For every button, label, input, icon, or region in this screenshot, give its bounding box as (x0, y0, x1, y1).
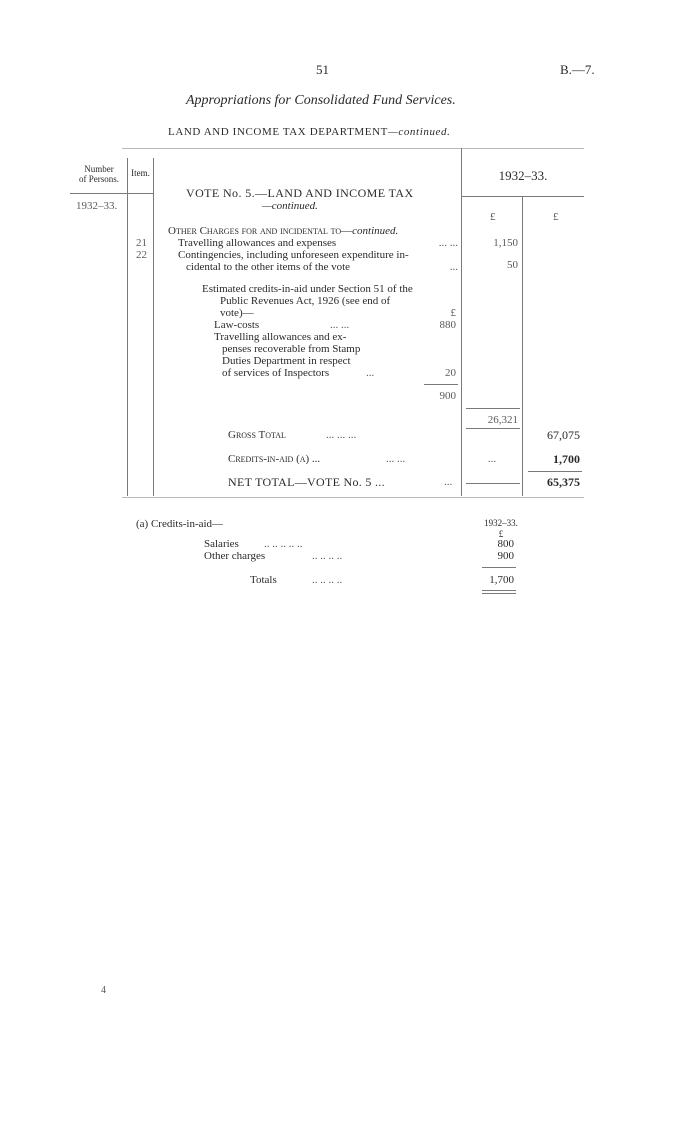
item-amount: 50 (507, 259, 518, 271)
leader-dots: ... ... (438, 237, 458, 249)
net-total-label: NET TOTAL—VOTE No. 5 ... (228, 475, 385, 489)
amount-col-divider-left (461, 148, 462, 496)
item-description-line2: cidental to the other items of the vote (186, 261, 351, 273)
item-amount: 1,150 (493, 237, 518, 249)
persons-header-line1: Number (84, 164, 114, 174)
footnote-sum-rule (482, 567, 516, 568)
top-rule (122, 148, 584, 149)
margin-mark: 4 (101, 985, 106, 996)
subtotal-rule-bottom (466, 428, 520, 429)
gross-total-amount: 67,075 (547, 428, 580, 442)
credits-in-aid-placeholder: ... (487, 453, 497, 465)
net-total-amount: 65,375 (547, 475, 580, 489)
year-header-underline (461, 196, 584, 197)
other-charges-heading (168, 225, 398, 237)
item-description-line1: Contingencies, including unforeseen expenditure in- (178, 249, 409, 261)
item-number: 21 (136, 237, 147, 249)
persons-year: 1932–33. (76, 200, 118, 212)
item-header: Item. (131, 168, 150, 178)
credits-estimate-line2: Public Revenues Act, 1926 (see end of (220, 295, 391, 307)
persons-divider (127, 158, 128, 496)
footnote-totals-amount: 1,700 (489, 574, 514, 586)
footnote-pound: £ (498, 529, 504, 539)
item-number: 22 (136, 249, 147, 261)
leader-dots: ... (366, 367, 375, 379)
law-costs-label: Law-costs (214, 319, 260, 331)
travel-recoverable-amount: 20 (445, 367, 456, 379)
department-heading (168, 126, 450, 138)
year-header: 1932–33. (498, 168, 548, 183)
net-rule-mid (466, 483, 520, 484)
leader-dots: ... (444, 476, 453, 488)
vote-title: VOTE No. 5.—LAND AND INCOME TAX (186, 186, 414, 200)
item-divider (153, 158, 154, 496)
leader-dots: ... ... (330, 319, 350, 331)
credits-in-aid-amount: 1,700 (553, 452, 580, 466)
credits-in-aid-label: Credits-in-aid (a) ... (228, 453, 321, 465)
persons-header-underline (70, 193, 154, 194)
subtotal-rule-top (466, 408, 520, 409)
leader-dots: .. .. .. .. .. (264, 538, 303, 550)
document-reference: B.—7. (560, 62, 595, 77)
travel-recoverable-line2: penses recoverable from Stamp (222, 343, 361, 355)
persons-header-line2: of Persons. (79, 174, 119, 184)
travel-recoverable-line3: Duties Department in respect (222, 355, 351, 367)
gross-total-label: Gross Total (228, 429, 286, 441)
credits-estimate-line3: vote)— (220, 307, 254, 319)
footnote-double-rule-2 (482, 593, 516, 594)
footnote-year: 1932–33. (484, 518, 518, 528)
travel-recoverable-line4: of services of Inspectors (222, 367, 330, 379)
department-name: LAND AND INCOME TAX DEPARTMENT (168, 126, 388, 138)
page-title: Appropriations for Consolidated Fund Services. (186, 93, 456, 108)
pound-sign-col1: £ (490, 211, 496, 223)
footnote-double-rule-1 (482, 590, 516, 591)
footnote-label: (a) Credits-in-aid— (136, 518, 224, 530)
footnote-row-label: Salaries (204, 538, 239, 550)
leader-dots: ... ... (386, 453, 406, 465)
law-costs-amount: 880 (439, 319, 456, 331)
footnote-row-label: Other charges (204, 550, 266, 562)
page-number: 51 (316, 62, 329, 77)
leader-dots: .. .. .. .. (312, 574, 343, 586)
item-description: Travelling allowances and expenses (178, 237, 337, 249)
vote-subtitle: —continued. (262, 200, 318, 212)
footnote-totals-label: Totals (250, 574, 277, 586)
credits-sum-rule (424, 384, 458, 385)
subtotal-amount: 26,321 (487, 414, 518, 426)
travel-recoverable-line1: Travelling allowances and ex- (214, 331, 347, 343)
pound-sign-col2: £ (553, 211, 559, 223)
other-charges-continued: continued. (352, 225, 399, 237)
credits-estimate-total: 900 (439, 390, 456, 402)
bottom-rule (122, 497, 584, 498)
footnote-row-amount: 800 (497, 538, 514, 550)
leader-dots: ... (449, 261, 458, 273)
leader-dots: .. .. .. .. (312, 550, 343, 562)
amount-col-divider-mid (522, 196, 523, 496)
credits-pound-sign: £ (450, 307, 456, 319)
leader-dots: ... ... ... (326, 429, 357, 441)
credits-estimate-line1: Estimated credits-in-aid under Section 51 of the (202, 283, 413, 295)
net-rule-top (528, 471, 582, 472)
other-charges-title: Other Charges for and incidental to— (168, 225, 353, 237)
department-continued: —continued. (387, 126, 451, 138)
footnote-row-amount: 900 (497, 550, 514, 562)
